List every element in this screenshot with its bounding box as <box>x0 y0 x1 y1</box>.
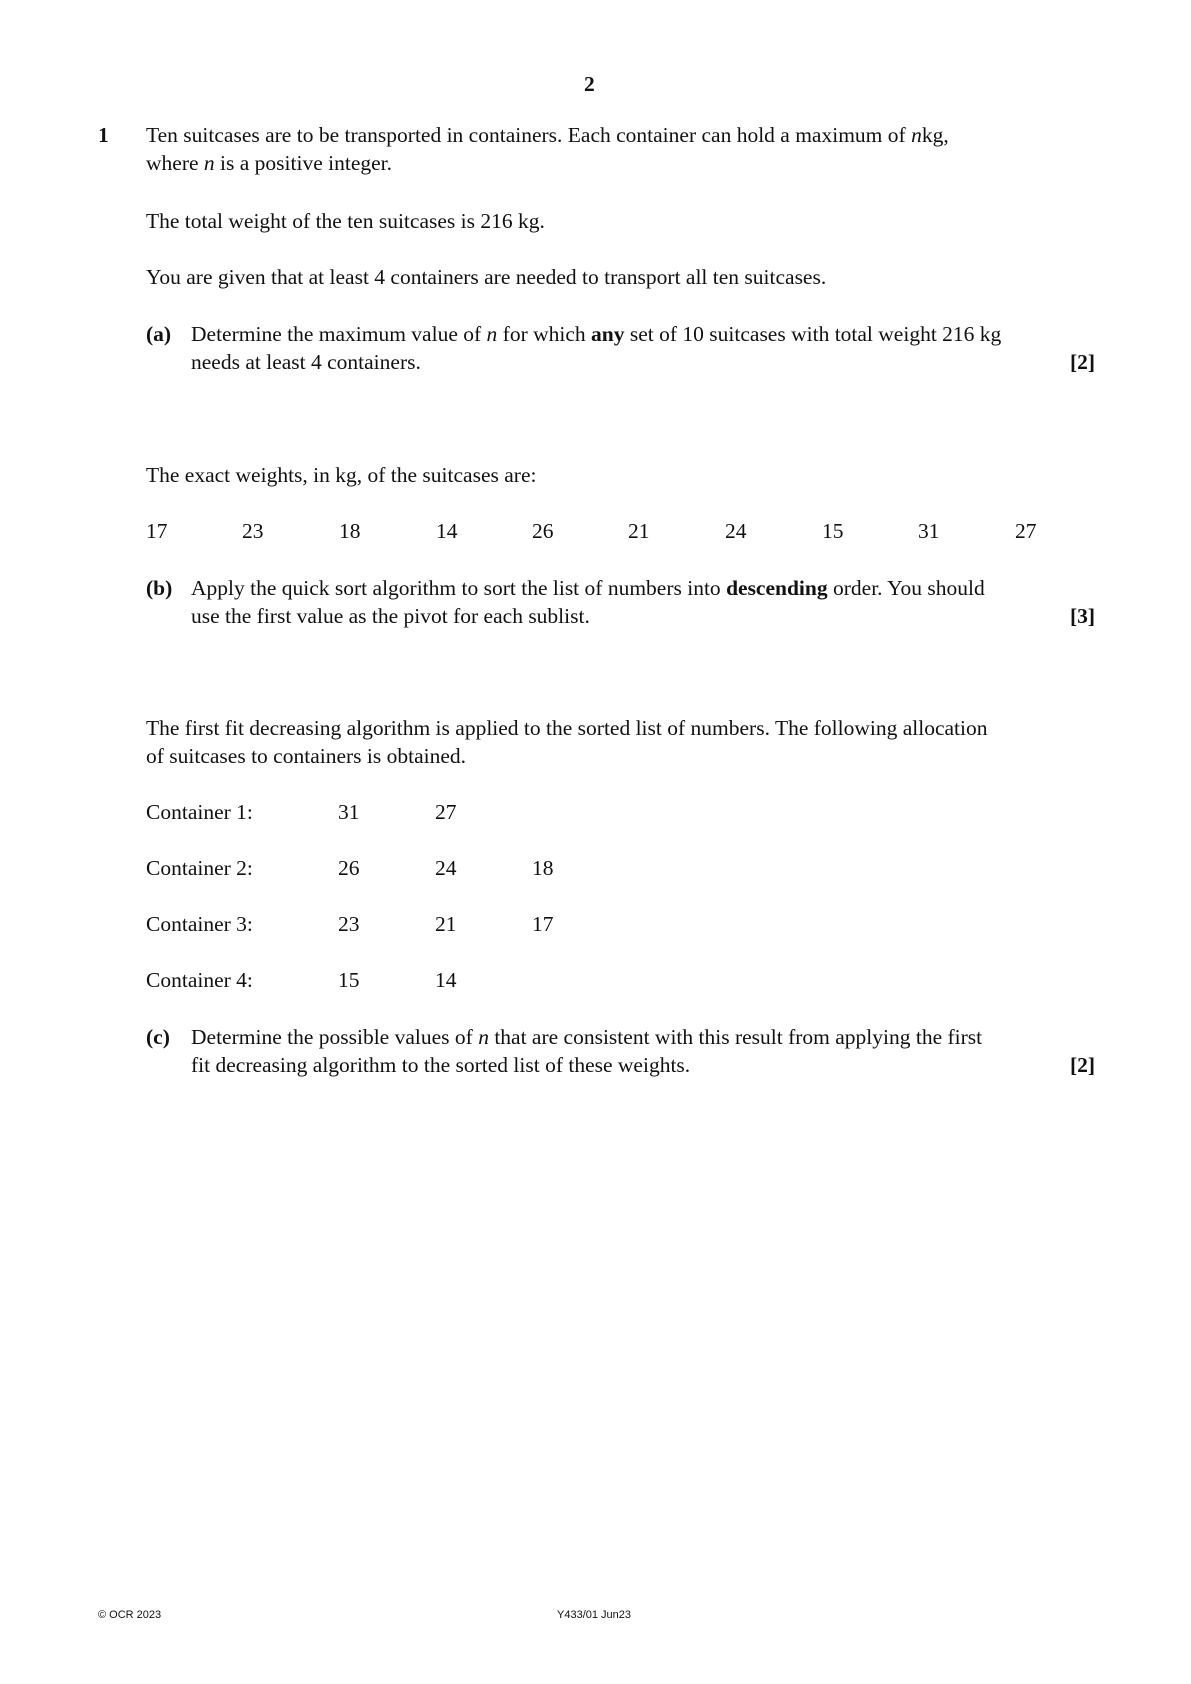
emphasis-any: any <box>591 322 625 346</box>
weight-value: 15 <box>822 519 844 543</box>
container-value: 15 <box>338 968 360 992</box>
container-value: 27 <box>435 800 457 824</box>
weight-value: 27 <box>1015 519 1037 543</box>
container-row <box>0 854 1191 884</box>
ffd-intro-line1: The first fit decreasing algorithm is applied to the sorted list of numbers. The following allocation <box>146 716 988 740</box>
ffd-intro-line2: of suitcases to containers is obtained. <box>146 744 467 768</box>
part-c-line2: fit decreasing algorithm to the sorted list of these weights. <box>191 1053 691 1077</box>
part-c-line1: Determine the possible values of n that are consistent with this result from applying the first <box>191 1025 983 1049</box>
question-number: 1 <box>98 123 109 147</box>
container-row <box>0 798 1191 828</box>
part-a-line2: needs at least 4 containers. <box>191 350 421 374</box>
weight-value: 18 <box>339 519 361 543</box>
page-number: 2 <box>584 72 595 96</box>
total-weight-statement: The total weight of the ten suitcases is 216 kg. <box>146 209 545 233</box>
container-label: Container 4: <box>146 968 253 992</box>
container-value: 26 <box>338 856 360 880</box>
weight-value: 21 <box>628 519 650 543</box>
container-row <box>0 966 1191 996</box>
variable-n: n <box>478 1025 489 1049</box>
part-b-label: (b) <box>146 576 173 600</box>
container-row <box>0 910 1191 940</box>
part-a-marks: [2] <box>1070 350 1096 374</box>
weight-value: 14 <box>436 519 458 543</box>
question-intro-line2: where n is a positive integer. <box>146 151 392 175</box>
container-value: 23 <box>338 912 360 936</box>
container-value: 14 <box>435 968 457 992</box>
weight-value: 26 <box>532 519 554 543</box>
part-b-line1: Apply the quick sort algorithm to sort the list of numbers into descending order. You should <box>191 576 985 600</box>
variable-n: n <box>911 123 922 147</box>
weight-value: 17 <box>146 519 168 543</box>
container-value: 18 <box>532 856 554 880</box>
part-a-line1: Determine the maximum value of n for which any set of 10 suitcases with total weight 216 kg <box>191 322 1002 346</box>
question-intro-line1: Ten suitcases are to be transported in containers. Each container can hold a maximum of nkg, <box>146 123 949 147</box>
part-b-marks: [3] <box>1070 604 1096 628</box>
container-label: Container 3: <box>146 912 253 936</box>
part-c-marks: [2] <box>1070 1053 1096 1077</box>
container-value: 31 <box>338 800 360 824</box>
part-c-label: (c) <box>146 1025 170 1049</box>
container-value: 24 <box>435 856 457 880</box>
container-value: 21 <box>435 912 457 936</box>
weight-value: 23 <box>242 519 264 543</box>
container-label: Container 2: <box>146 856 253 880</box>
given-statement: You are given that at least 4 containers are needed to transport all ten suitcases. <box>146 265 827 289</box>
emphasis-descending: descending <box>726 576 828 600</box>
part-b-line2: use the first value as the pivot for each sublist. <box>191 604 590 628</box>
container-value: 17 <box>532 912 554 936</box>
variable-n: n <box>203 151 215 175</box>
part-a-label: (a) <box>146 322 172 346</box>
weight-value: 24 <box>725 519 747 543</box>
weights-intro: The exact weights, in kg, of the suitcases are: <box>146 463 537 487</box>
footer-copyright: © OCR 2023 <box>98 1609 162 1621</box>
container-label: Container 1: <box>146 800 253 824</box>
weights-list <box>0 517 1191 547</box>
variable-n: n <box>486 322 498 346</box>
footer-paper-code: Y433/01 Jun23 <box>557 1609 632 1621</box>
weight-value: 31 <box>918 519 940 543</box>
